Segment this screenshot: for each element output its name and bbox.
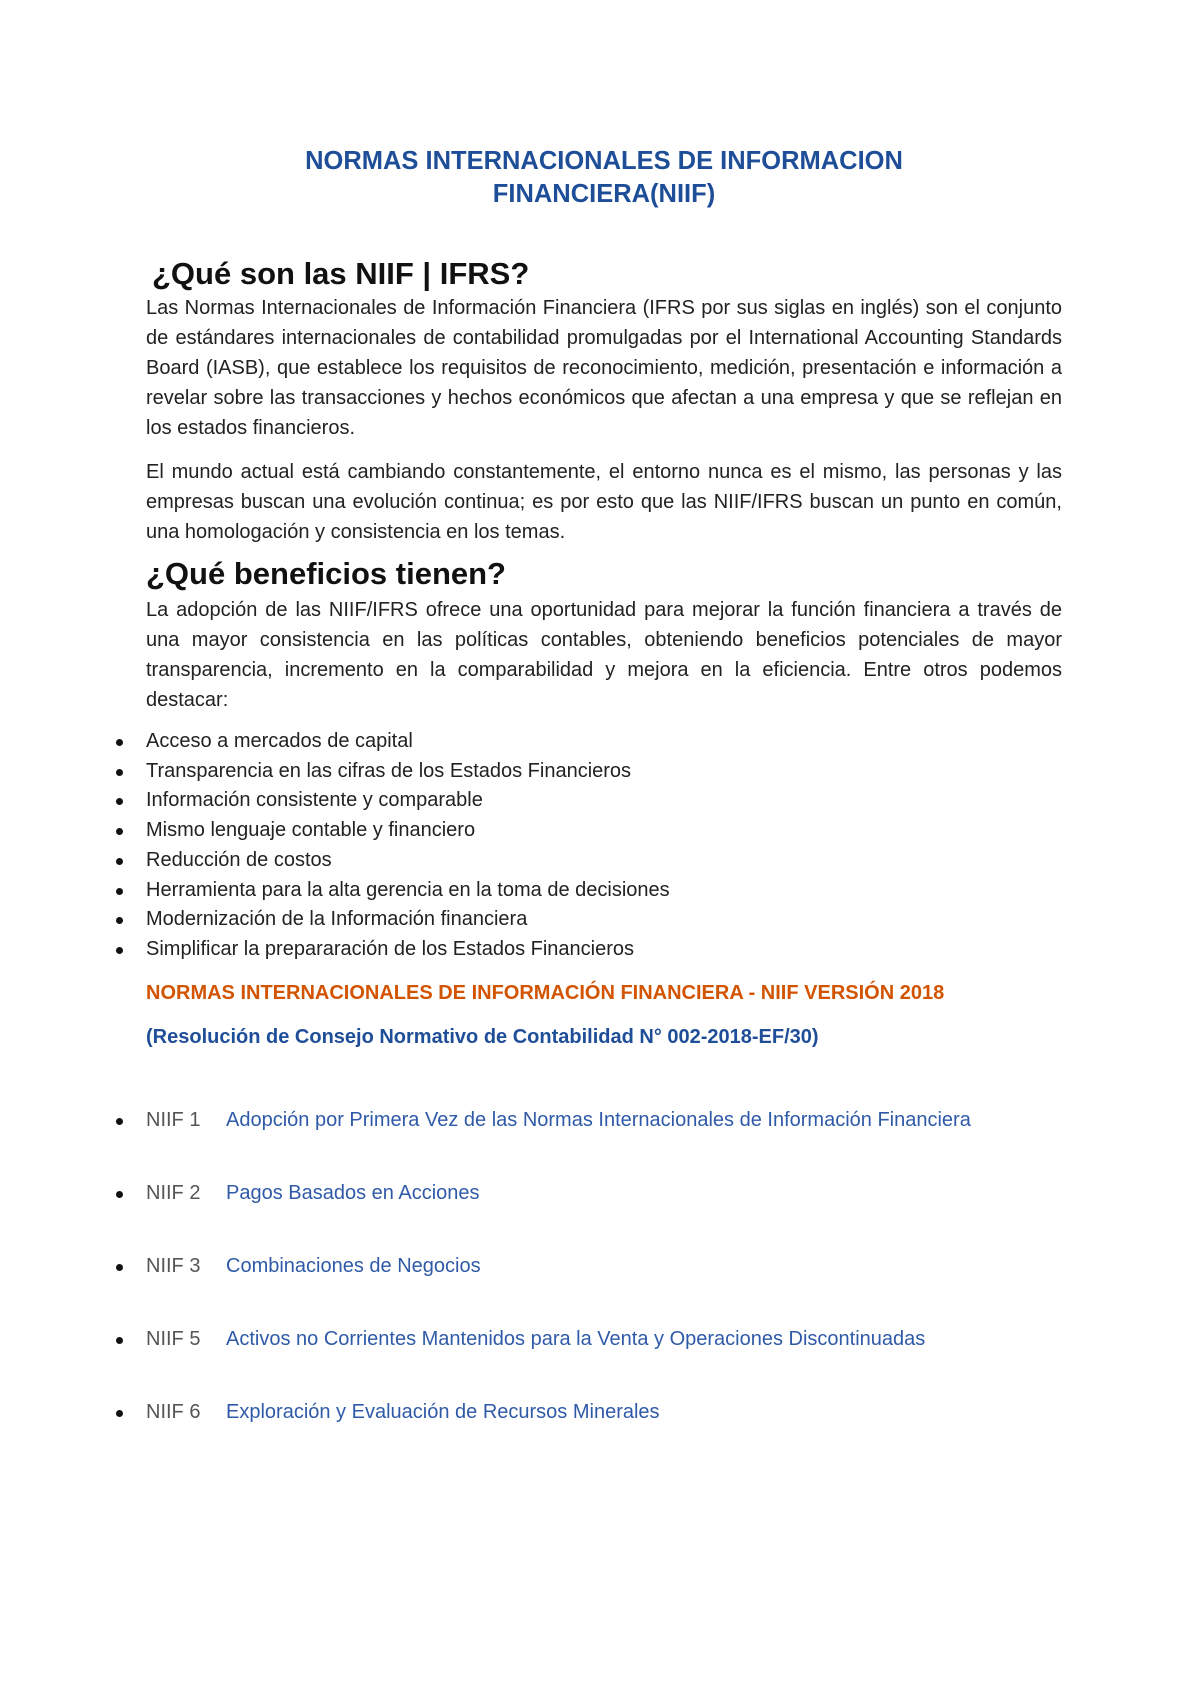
paragraph-definition: Las Normas Internacionales de Información Financiera (IFRS por sus siglas en inglés) son el conjunto de estándares internacionales de contabilidad promulgadas por el International Accounting Standards Board (IASB), que establece los requisitos de reconocimiento, medición, presentación e información a revelar sobre las transacciones y hechos económicos que afectan a una empresa y que se reflejan en los estados financieros. xyxy=(146,297,1062,439)
standard-link[interactable]: Combinaciones de Negocios xyxy=(226,1254,481,1277)
bullet-icon xyxy=(116,1191,123,1198)
standard-item xyxy=(146,1251,1062,1281)
bullet-icon xyxy=(116,858,123,865)
bullet-icon xyxy=(116,1337,123,1344)
list-item xyxy=(146,935,1062,965)
standard-link[interactable]: Activos no Corrientes Mantenidos para la Venta y Operaciones Discontinuadas xyxy=(226,1327,926,1350)
list-item xyxy=(146,727,1062,757)
list-item-text: Simplificar la prepararación de los Estados Financieros xyxy=(146,937,635,960)
list-item-text: Reducción de costos xyxy=(146,848,332,871)
standard-code: NIIF 1 xyxy=(146,1108,201,1131)
paragraph-context: El mundo actual está cambiando constantemente, el entorno nunca es el mismo, las personas y las empresas buscan una evolución continua; es por esto que las NIIF/IFRS buscan un punto en común, una homologación y consistencia en los temas. xyxy=(146,461,1062,543)
document-title xyxy=(146,145,1062,211)
list-item xyxy=(146,846,1062,876)
standard-item xyxy=(146,1178,1062,1208)
bullet-icon xyxy=(116,1118,123,1125)
standard-item xyxy=(146,1397,1062,1427)
list-item-text: Modernización de la Información financiera xyxy=(146,908,528,931)
benefits-list xyxy=(146,727,1062,965)
standard-item xyxy=(146,1105,1062,1135)
bullet-icon xyxy=(116,798,123,805)
standard-link[interactable]: Exploración y Evaluación de Recursos Minerales xyxy=(226,1400,660,1423)
list-item-text: Mismo lenguaje contable y financiero xyxy=(146,819,476,842)
bullet-icon xyxy=(116,1264,123,1271)
standard-code: NIIF 2 xyxy=(146,1181,201,1204)
bullet-icon xyxy=(116,769,123,776)
bullet-icon xyxy=(116,739,123,746)
section-heading-benefits: ¿Qué beneficios tienen? xyxy=(146,556,506,591)
standard-code: NIIF 6 xyxy=(146,1400,201,1423)
paragraph-benefits-intro: La adopción de las NIIF/IFRS ofrece una oportunidad para mejorar la función financiera a través de una mayor consistencia en las políticas contables, obteniendo beneficios potenciales de mayor transparencia, incremento en la comparabilidad y mejora en la eficiencia. Entre otros podemos destacar: xyxy=(146,599,1062,711)
standard-item xyxy=(146,1324,1062,1354)
list-item xyxy=(146,757,1062,787)
list-item xyxy=(146,816,1062,846)
standard-link[interactable]: Adopción por Primera Vez de las Normas Internacionales de Información Financiera xyxy=(226,1108,971,1131)
list-item-text: Herramienta para la alta gerencia en la toma de decisiones xyxy=(146,878,670,901)
list-item-text: Acceso a mercados de capital xyxy=(146,730,413,752)
standard-code: NIIF 5 xyxy=(146,1327,201,1350)
bullet-icon xyxy=(116,1410,123,1417)
list-item-text: Transparencia en las cifras de los Estados Financieros xyxy=(146,759,632,782)
document-content xyxy=(146,145,1062,1470)
list-item xyxy=(146,905,1062,935)
title-line-1: NORMAS INTERNACIONALES DE INFORMACION xyxy=(305,147,903,175)
bullet-icon xyxy=(116,917,123,924)
bullet-icon xyxy=(116,947,123,954)
list-item-text: Información consistente y comparable xyxy=(146,789,483,812)
standards-list xyxy=(146,1105,1062,1427)
standard-link[interactable]: Pagos Basados en Acciones xyxy=(226,1181,480,1204)
bullet-icon xyxy=(116,828,123,835)
title-line-2: FINANCIERA(NIIF) xyxy=(492,180,716,208)
version-heading: NORMAS INTERNACIONALES DE INFORMACIÓN FINANCIERA - NIIF VERSIÓN 2018 xyxy=(146,981,945,1004)
list-item xyxy=(146,786,1062,816)
list-item xyxy=(146,876,1062,906)
standard-code: NIIF 3 xyxy=(146,1254,201,1277)
section-heading-what-are-niif: ¿Qué son las NIIF | IFRS? xyxy=(152,256,530,291)
bullet-icon xyxy=(116,888,123,895)
resolution-reference: (Resolución de Consejo Normativo de Contabilidad N° 002-2018-EF/30) xyxy=(146,1025,819,1048)
